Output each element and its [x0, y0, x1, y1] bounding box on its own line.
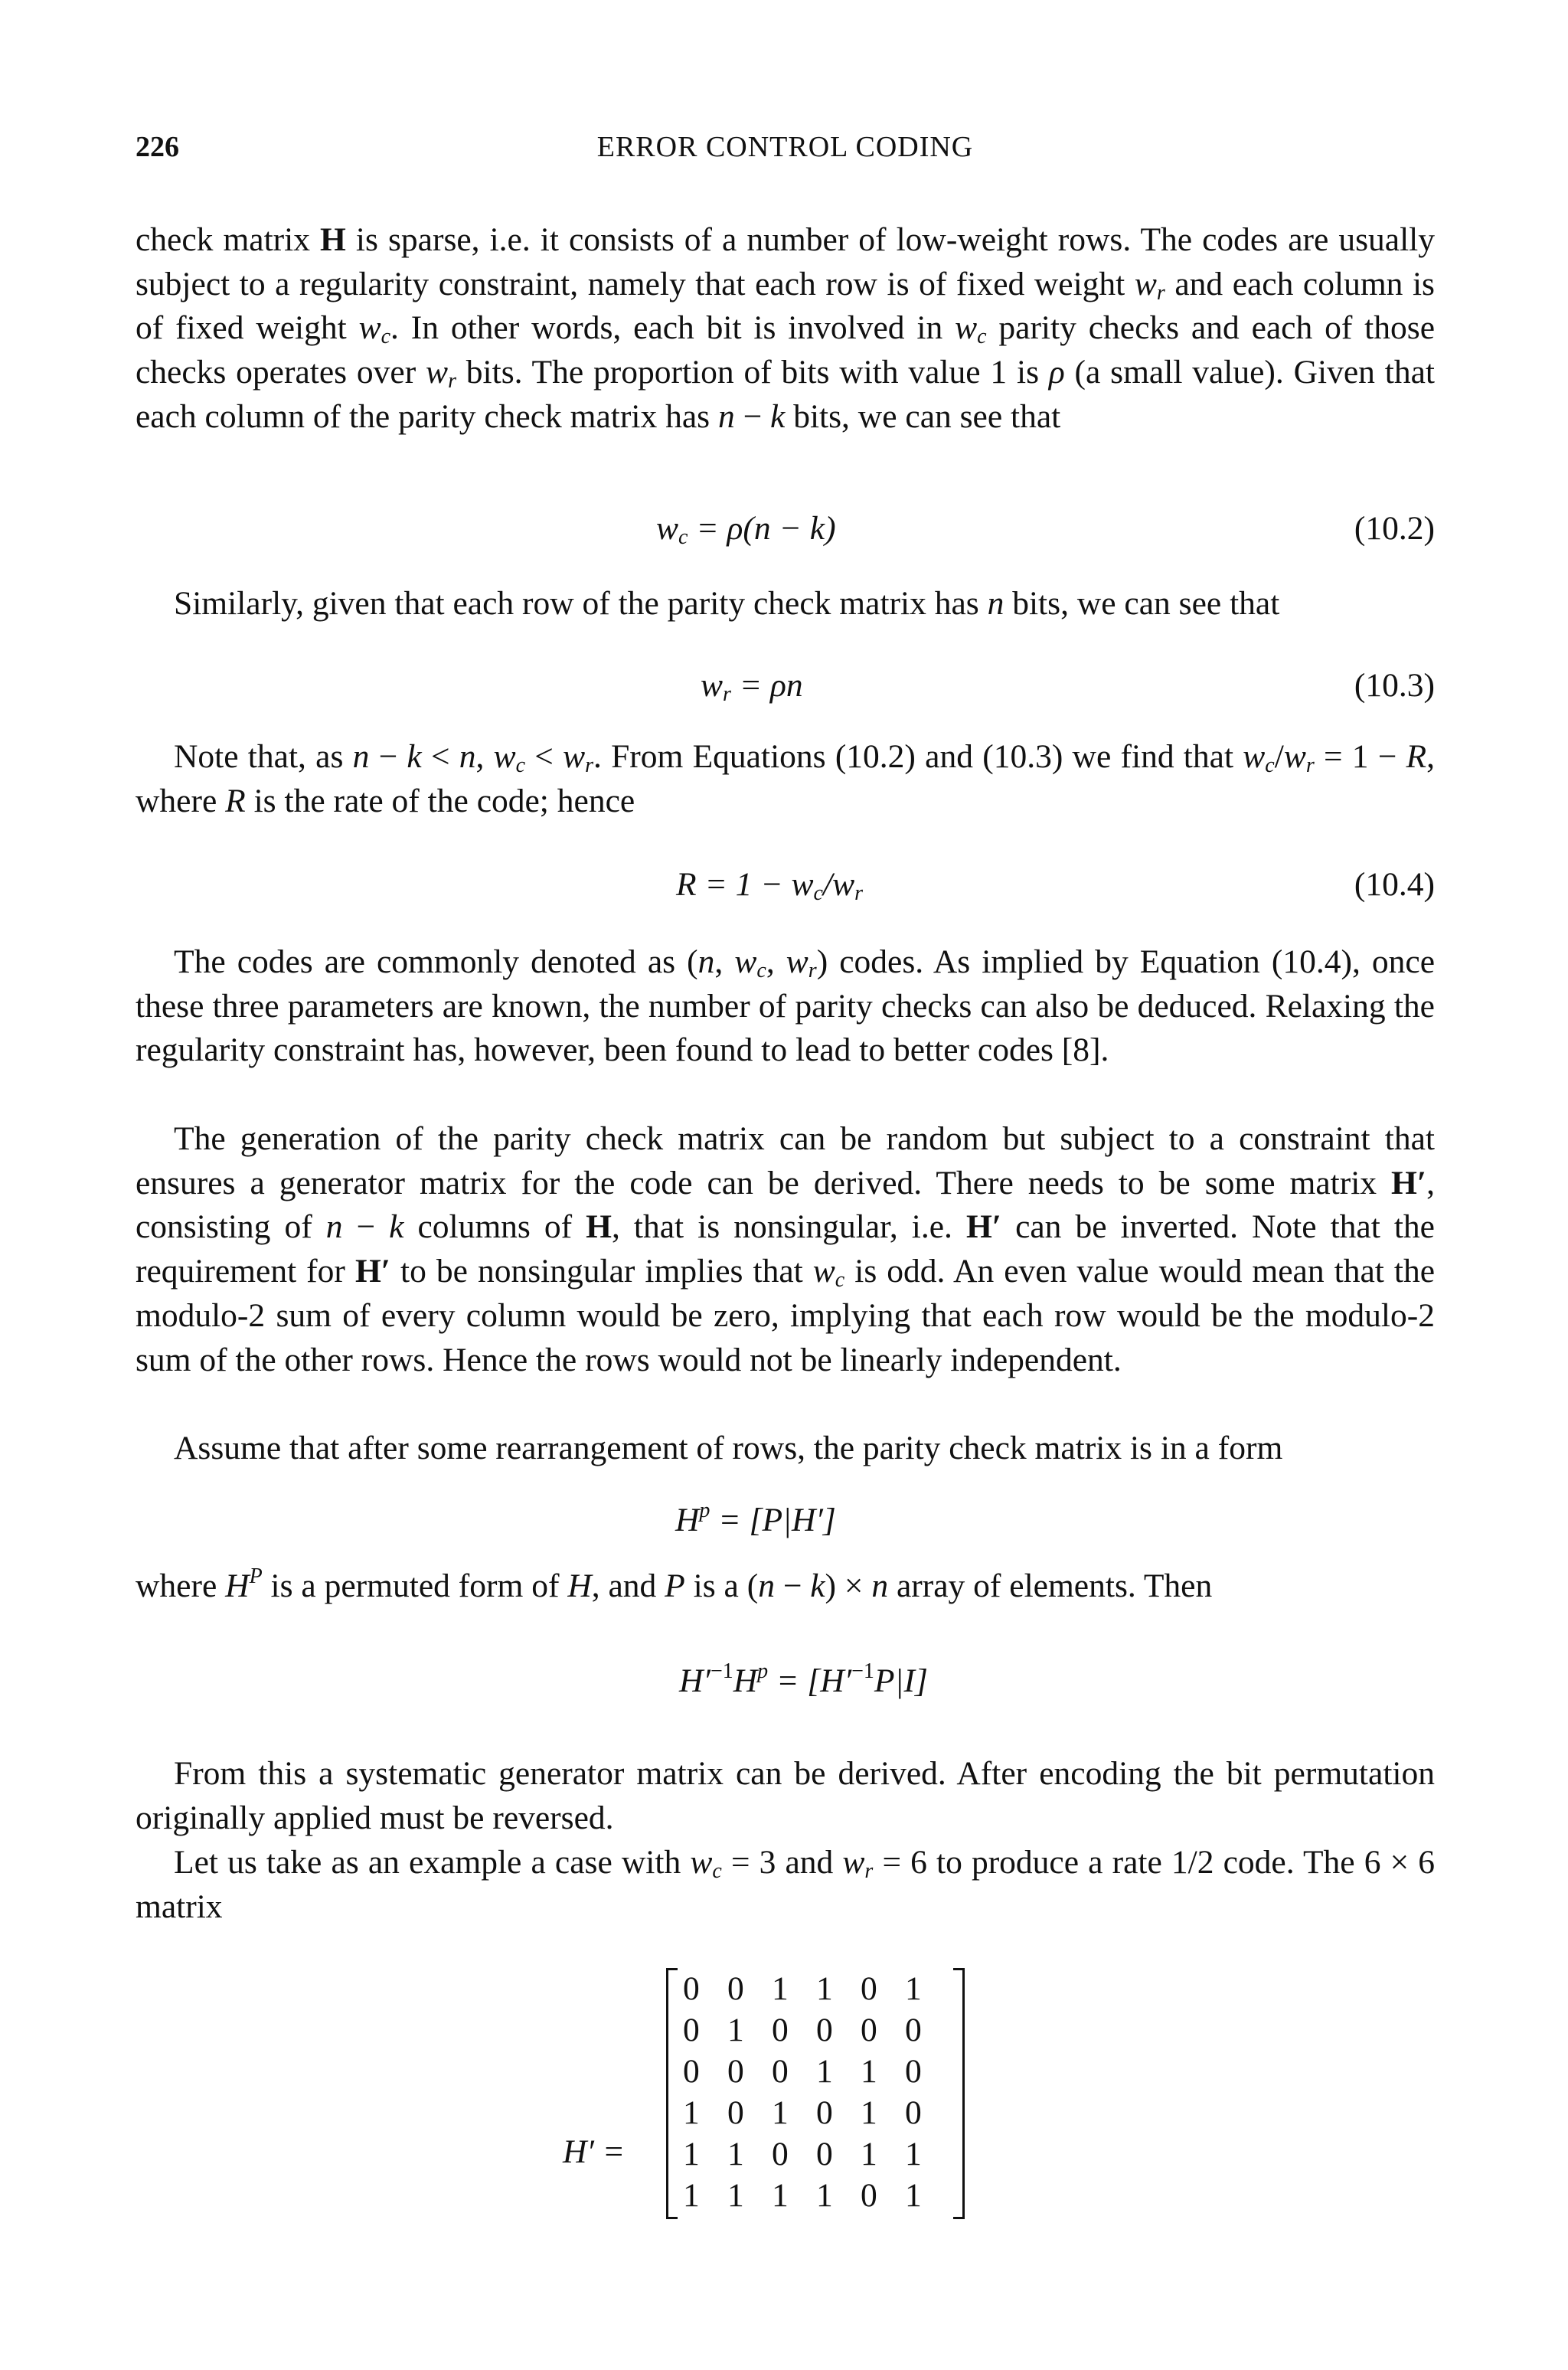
matrix-cell: 0 [905, 2012, 922, 2048]
paragraph-2: Similarly, given that each row of the parity check matrix has n bits, we can see that [174, 585, 1280, 622]
matrix-cell: 0 [861, 2012, 877, 2048]
matrix-label: H′ = [563, 2133, 626, 2170]
paragraph-6: Assume that after some rearrangement of rows, the parity check matrix is in a form [174, 1430, 1283, 1466]
matrix-row [683, 2011, 949, 2052]
matrix-cell: 1 [727, 2136, 744, 2172]
eq-rhs: = [P|H′] [710, 1502, 836, 1538]
eq-lhs: w [656, 510, 679, 547]
matrix-cell: 1 [861, 2094, 877, 2131]
equation-10-3 [136, 666, 1435, 712]
matrix-cell: 0 [772, 2136, 789, 2172]
eq-rhs: = ρ(n − k) [688, 510, 836, 547]
eq-sup: p [757, 1659, 769, 1683]
matrix-cell: 0 [727, 2094, 744, 2131]
matrix-cell: 1 [905, 2177, 922, 2214]
equation-10-2 [136, 509, 1435, 555]
matrix-cell: 0 [683, 2053, 700, 2090]
eq-sup: −1 [851, 1659, 874, 1683]
matrix-cell: 1 [861, 2136, 877, 2172]
matrix-cell: 1 [727, 2012, 744, 2048]
matrix-cell: 1 [816, 2053, 833, 2090]
equation-hp [136, 1501, 1435, 1547]
matrix-cell: 1 [772, 2177, 789, 2214]
paragraph-4: The codes are commonly denoted as (n, $w_c$, $w_r$) codes. As implied by Equation (10.4), once these three parameters are known, the number of parity checks can also be deduced. Relaxing the regularity constraint has, however, been found to lead to better codes [8]. [136, 943, 1436, 1069]
equation-inverse [136, 1659, 1435, 1708]
matrix-h-prime [666, 1968, 965, 2221]
equation-number: (10.2) [1354, 510, 1435, 547]
matrix-cell: 0 [727, 2053, 744, 2090]
matrix-cell: 0 [861, 1970, 877, 2007]
matrix-cell: 0 [683, 2012, 700, 2048]
eq-sup: −1 [710, 1659, 733, 1683]
equation-10-4 [136, 865, 1435, 911]
matrix-cell: 0 [727, 1970, 744, 2007]
paragraph-8: From this a systematic generator matrix can be derived. After encoding the bit permutation originally applied must be reversed. [136, 1755, 1435, 1836]
matrix-cell: 0 [816, 2094, 833, 2131]
paragraph-3: Note that, as n − k < n, $w_c < w_r$. From Equations (10.2) and (10.3) we find that $w_c/w_r = 1 - R$, where R is the rate of the code; hence [136, 738, 1435, 819]
matrix-cell: 1 [861, 2053, 877, 2090]
eq-lhs: H [675, 1502, 700, 1538]
matrix-cell: 0 [772, 2012, 789, 2048]
matrix-row [683, 2135, 949, 2176]
matrix-cell: 0 [772, 2053, 789, 2090]
eq-rhs: = ρn [730, 667, 803, 704]
running-title: ERROR CONTROL CODING [596, 131, 974, 163]
eq-part: P|I] [874, 1662, 928, 1699]
paragraph-7: where $H^P$ is a permuted form of H, and P is a (n − k) × n array of elements. Then [136, 1564, 1213, 1604]
eq-part: H′ [679, 1662, 710, 1699]
left-bracket [666, 1968, 678, 2219]
eq-sub: c [813, 881, 823, 905]
matrix-cell: 1 [772, 1970, 789, 2007]
eq-lhs: w [701, 667, 724, 704]
matrix-cell: 1 [816, 1970, 833, 2007]
equation-number: (10.4) [1354, 866, 1435, 903]
matrix-cell: 0 [816, 2012, 833, 2048]
matrix-cell: 0 [861, 2177, 877, 2214]
matrix-row [683, 2052, 949, 2094]
matrix-cell: 0 [816, 2136, 833, 2172]
eq-part: = [H′ [768, 1662, 852, 1699]
matrix-cell: 0 [905, 2094, 922, 2131]
matrix-cell: 0 [905, 2053, 922, 2090]
matrix-row [683, 1970, 949, 2011]
paragraph-5: The generation of the parity check matrix can be random but subject to a constraint that ensures a generator matrix for the code can be derived. There needs to be some matrix H′, consisting of n − k columns of H, that is nonsingular, i.e. H′ can be inverted. Note that the requirement for H′ to be nonsingular implies that $w_c$ is odd. An even value would mean that the modulo-2 sum of every column would be zero, implying that each row would be the modulo-2 sum of the other rows. Hence the rows would not be linearly independent. [136, 1120, 1436, 1378]
paragraph-9: Let us take as an example a case with $w_c = 3$ and $w_r = 6$ to produce a rate 1/2 code. The 6 × 6 matrix [136, 1844, 1435, 1925]
eq-sub: r [854, 881, 863, 905]
matrix-cell: 1 [683, 2094, 700, 2131]
matrix-cell: 1 [772, 2094, 789, 2131]
matrix-row [683, 2094, 949, 2135]
page-number: 226 [136, 131, 179, 163]
page-header [136, 130, 1435, 176]
matrix-cell: 1 [683, 2177, 700, 2214]
eq-part: H [733, 1662, 758, 1699]
eq-lhs: R = 1 − w [676, 866, 814, 903]
matrix-row [683, 2176, 949, 2218]
equation-number: (10.3) [1354, 667, 1435, 704]
eq-sub: c [678, 525, 688, 549]
matrix-cell: 1 [727, 2177, 744, 2214]
matrix-cell: 1 [816, 2177, 833, 2214]
matrix-cell: 0 [683, 1970, 700, 2007]
matrix-cell: 1 [683, 2136, 700, 2172]
matrix-cell: 1 [905, 2136, 922, 2172]
eq-mid: /w [822, 866, 855, 903]
right-bracket [953, 1968, 965, 2219]
paragraph-1: check matrix H is sparse, i.e. it consists of a number of low-weight rows. The codes are usually subject to a regularity constraint, namely that each row is of fixed weight $w_r$ and each column is of fixed weight $w_c$. In other words, each bit is involved in $w_c$ parity checks and each of those checks operates over $w_r$ bits. The proportion of bits with value 1 is ρ (a small value). Given that each column of the parity check matrix has n − k bits, we can see that [136, 221, 1435, 435]
eq-sup: p [699, 1499, 710, 1522]
eq-sub: r [723, 682, 731, 706]
matrix-cell: 1 [905, 1970, 922, 2007]
